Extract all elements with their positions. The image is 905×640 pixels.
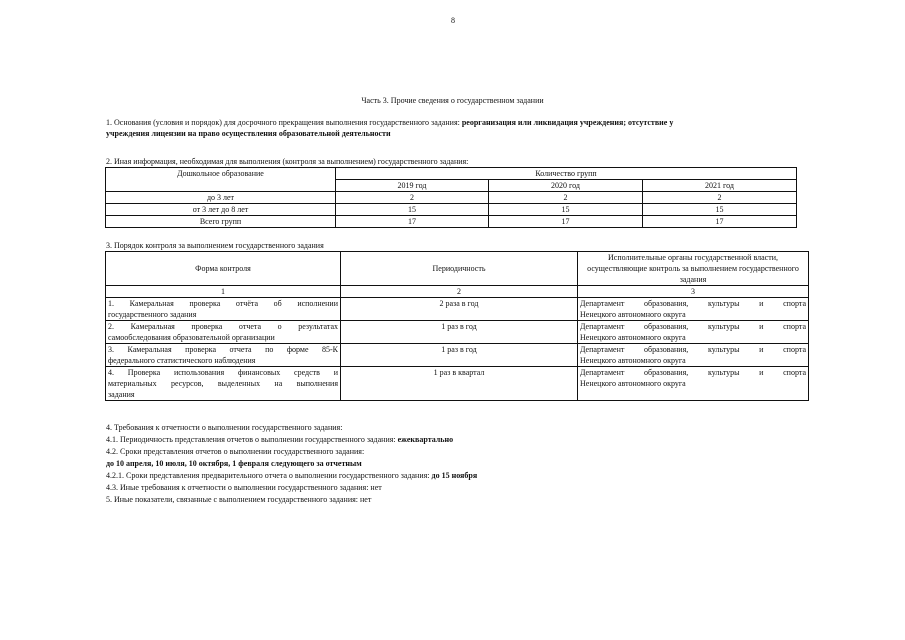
section-1-bold-line2: учреждения лицензии на право осуществления образовательной деятельности bbox=[106, 129, 391, 138]
org-line: Ненецкого автономного округа bbox=[580, 333, 686, 342]
section-4-1-value: ежеквартально bbox=[397, 435, 454, 444]
cell-value: 17 bbox=[336, 216, 489, 228]
groups-count-header: Количество групп bbox=[336, 168, 797, 180]
cell-value: 2 bbox=[336, 192, 489, 204]
form-line: самообследования образовательной организации bbox=[108, 333, 275, 342]
section-3-heading: 3. Порядок контроля за выполнением государственного задания bbox=[106, 241, 324, 250]
row-label: Всего групп bbox=[106, 216, 336, 228]
section-5: 5. Иные показатели, связанные с выполнением государственного задания: нет bbox=[106, 495, 372, 504]
section-1-prefix: 1. Основания (условия и порядок) для досрочного прекращения выполнения государственного задания: bbox=[106, 118, 462, 127]
table-row bbox=[106, 344, 809, 367]
year-header: 2019 год bbox=[336, 180, 489, 192]
section-1-line1 bbox=[106, 118, 806, 128]
period-cell: 1 раз в год bbox=[341, 321, 578, 344]
section-4-2-1 bbox=[106, 471, 477, 481]
cell-value: 2 bbox=[643, 192, 797, 204]
column-number: 2 bbox=[341, 286, 578, 298]
org-line: Департамент образования, культуры и спорта bbox=[580, 345, 806, 354]
section-4-2-value: до 10 апреля, 10 июля, 10 октября, 1 февраля следующего за отчетным bbox=[106, 459, 362, 468]
form-line: 1. Камеральная проверка отчёта об исполнении bbox=[108, 299, 338, 308]
part-title: Часть 3. Прочие сведения о государственном задании bbox=[361, 96, 544, 105]
cell-value: 15 bbox=[336, 204, 489, 216]
cell-value: 17 bbox=[489, 216, 643, 228]
period-cell: 1 раз в год bbox=[341, 344, 578, 367]
section-4-2-1-prefix: 4.2.1. Сроки представления предварительного отчета о выполнении государственного задания: bbox=[106, 471, 432, 480]
section-4-2: 4.2. Сроки представления отчетов о выполнении государственного задания: bbox=[106, 447, 365, 456]
org-line: Департамент образования, культуры и спорта bbox=[580, 368, 806, 377]
form-line: 2. Камеральная проверка отчета о результатах bbox=[108, 322, 338, 331]
form-line: 3. Камеральная проверка отчета по форме 85-К bbox=[108, 345, 338, 354]
groups-col1-header: Дошкольное образование bbox=[106, 168, 336, 192]
year-header: 2021 год bbox=[643, 180, 797, 192]
org-line: Ненецкого автономного округа bbox=[580, 379, 686, 388]
section-4-heading: 4. Требования к отчетности о выполнении государственного задания: bbox=[106, 423, 343, 432]
table-row bbox=[106, 204, 797, 216]
year-header: 2020 год bbox=[489, 180, 643, 192]
org-line: Ненецкого автономного округа bbox=[580, 356, 686, 365]
table-row bbox=[106, 298, 809, 321]
row-label: от 3 лет до 8 лет bbox=[106, 204, 336, 216]
period-cell: 1 раз в квартал bbox=[341, 367, 578, 401]
cell-value: 17 bbox=[643, 216, 797, 228]
form-line: задания bbox=[108, 390, 135, 399]
cell-value: 2 bbox=[489, 192, 643, 204]
org-line: Департамент образования, культуры и спорта bbox=[580, 299, 806, 308]
row-label: до 3 лет bbox=[106, 192, 336, 204]
form-line: государственного задания bbox=[108, 310, 197, 319]
groups-table bbox=[105, 167, 797, 228]
form-line: 4. Проверка использования финансовых средств и bbox=[108, 368, 338, 377]
section-4-2-1-value: до 15 ноября bbox=[431, 471, 478, 480]
table-row bbox=[106, 367, 809, 401]
control-header-orgs: Исполнительные органы государственной власти, осуществляющие контроль за выполнением государственного задания bbox=[578, 252, 809, 286]
table-row bbox=[106, 216, 797, 228]
cell-value: 15 bbox=[643, 204, 797, 216]
table-row bbox=[106, 192, 797, 204]
page-number: 8 bbox=[451, 16, 455, 25]
section-4-1-prefix: 4.1. Периодичность представления отчетов о выполнении государственного задания: bbox=[106, 435, 398, 444]
section-2-heading: 2. Иная информация, необходимая для выполнения (контроля за выполнением) государственного задания: bbox=[106, 157, 469, 166]
column-number: 1 bbox=[106, 286, 341, 298]
org-line: Департамент образования, культуры и спорта bbox=[580, 322, 806, 331]
section-1-bold-line1: реорганизация или ликвидация учреждения; отсутствие у bbox=[461, 118, 674, 127]
form-line: материальных ресурсов, выделенных на выполнения bbox=[108, 379, 338, 388]
org-line: Ненецкого автономного округа bbox=[580, 310, 686, 319]
cell-value: 15 bbox=[489, 204, 643, 216]
section-4-1 bbox=[106, 435, 453, 445]
control-table bbox=[105, 251, 809, 401]
table-row bbox=[106, 321, 809, 344]
column-number: 3 bbox=[578, 286, 809, 298]
control-header-period: Периодичность bbox=[341, 252, 578, 286]
period-cell: 2 раза в год bbox=[341, 298, 578, 321]
control-header-form: Форма контроля bbox=[106, 252, 341, 286]
section-4-3: 4.3. Иные требования к отчетности о выполнении государственного задания: нет bbox=[106, 483, 382, 492]
form-line: федерального статистического наблюдения bbox=[108, 356, 256, 365]
